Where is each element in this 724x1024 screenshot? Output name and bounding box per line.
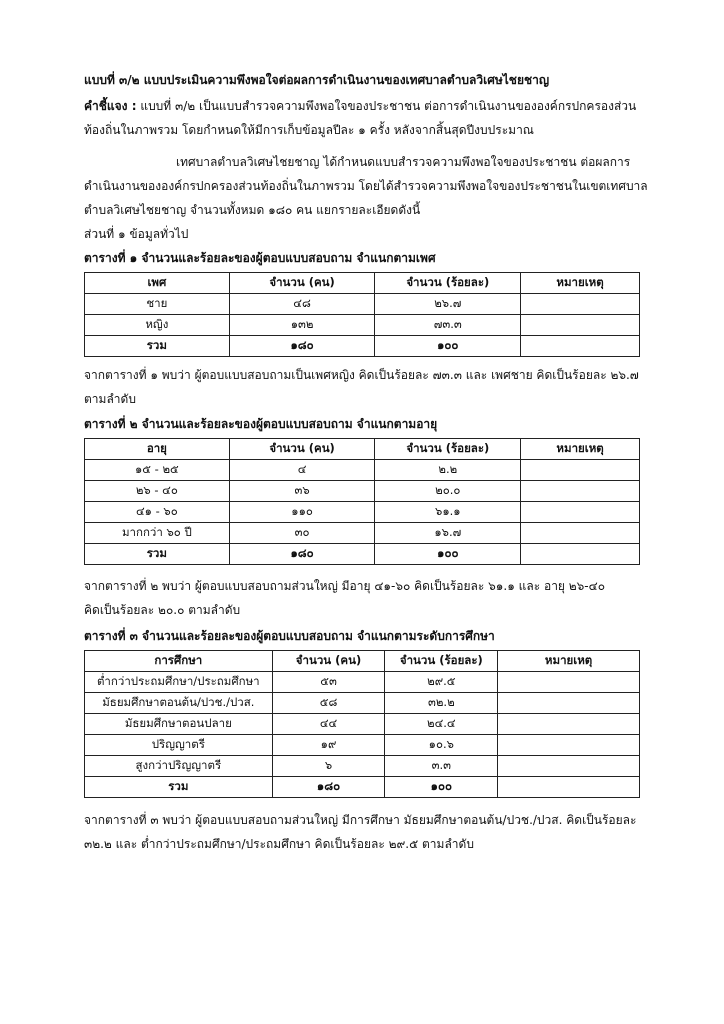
table-cell: รวม: [85, 777, 273, 798]
gender-table: [84, 272, 640, 357]
table3-caption: ตารางที่ ๓ จำนวนและร้อยละของผู้ตอบแบบสอบถาม จำแนกตามระดับการศึกษา: [84, 629, 495, 643]
table-header-row: [85, 651, 640, 672]
table-cell: รวม: [85, 544, 230, 565]
instruction-line-2: ท้องถิ่นในภาพรวม โดยกำหนดให้มีการเก็บข้อมูลปีละ ๑ ครั้ง หลังจากสิ้นสุดปีงบประมาณ: [84, 123, 534, 137]
table-row: [85, 714, 640, 735]
table-cell: ๑๐.๖: [385, 735, 498, 756]
instruction-label: คำชี้แจง :: [84, 99, 137, 113]
table-cell: ๑๕ - ๒๕: [85, 460, 230, 481]
header-cell: การศึกษา: [85, 651, 273, 672]
table-cell: ๒.๒: [375, 460, 521, 481]
header-cell: จำนวน (คน): [272, 651, 385, 672]
paragraph-line-2: ดำเนินงานขององค์กรปกครองส่วนท้องถิ่นในภาพรวม โดยได้สำรวจความพึงพอใจของประชาชนในเขตเทศบาล: [84, 179, 648, 193]
table-cell: มัธยมศึกษาตอนต้น/ปวช./ปวส.: [85, 693, 273, 714]
table-cell: ๔๘: [229, 294, 375, 315]
table-cell: ๒๖ - ๔๐: [85, 481, 230, 502]
table-cell: ๔๔: [272, 714, 385, 735]
table-cell: ๓๐: [229, 523, 375, 544]
table-cell: [498, 735, 640, 756]
paragraph-line-3: ตำบลวิเศษไชยชาญ จำนวนทั้งหมด ๑๘๐ คน แยกรายละเอียดดังนี้: [84, 203, 421, 217]
table3-summary-1: จากตารางที่ ๓ พบว่า ผู้ตอบแบบสอบถามส่วนใหญ่ มีการศึกษา มัธยมศึกษาตอนต้น/ปวช./ปวส. คิดเป็นร้อยละ: [84, 813, 637, 827]
table-cell: [521, 315, 640, 336]
header-cell: จำนวน (ร้อยละ): [375, 439, 521, 460]
table-cell: ๒๐.๐: [375, 481, 521, 502]
table-cell: มากกว่า ๖๐ ปี: [85, 523, 230, 544]
table-row: [85, 294, 640, 315]
table2-summary-2: คิดเป็นร้อยละ ๒๐.๐ ตามลำดับ: [84, 603, 241, 617]
header-cell: อายุ: [85, 439, 230, 460]
table-cell: ๔: [229, 460, 375, 481]
table-cell: ๕๓: [272, 672, 385, 693]
table3-summary-2: ๓๒.๒ และ ต่ำกว่าประถมศึกษา/ประถมศึกษา คิดเป็นร้อยละ ๒๙.๕ ตามลำดับ: [84, 837, 474, 851]
table-cell: [498, 672, 640, 693]
table-row: [85, 693, 640, 714]
header-cell: จำนวน (คน): [229, 273, 375, 294]
table-cell: ๑๙: [272, 735, 385, 756]
table-cell: ๒๙.๕: [385, 672, 498, 693]
table-cell: ปริญญาตรี: [85, 735, 273, 756]
age-table: [84, 438, 640, 565]
table-cell: [521, 523, 640, 544]
document-title: แบบที่ ๓/๒ แบบประเมินความพึงพอใจต่อผลการดำเนินงานของเทศบาลตำบลวิเศษไชยชาญ: [84, 73, 550, 87]
table-row: [85, 460, 640, 481]
table-cell: สูงกว่าปริญญาตรี: [85, 756, 273, 777]
table-cell: [521, 502, 640, 523]
table1-summary-2: ตามลำดับ: [84, 392, 136, 406]
table-cell: [498, 777, 640, 798]
table-cell: ๑๐๐: [385, 777, 498, 798]
table-cell: ต่ำกว่าประถมศึกษา/ประถมศึกษา: [85, 672, 273, 693]
table-row: [85, 756, 640, 777]
header-cell: จำนวน (คน): [229, 439, 375, 460]
table-cell: ๗๓.๓: [375, 315, 521, 336]
table-total-row: [85, 336, 640, 357]
table-cell: ๑๐๐: [375, 336, 521, 357]
table-cell: ๑๘๐: [272, 777, 385, 798]
section-heading: ส่วนที่ ๑ ข้อมูลทั่วไป: [84, 227, 189, 241]
table-cell: ๓๒.๒: [385, 693, 498, 714]
table-cell: ๓.๓: [385, 756, 498, 777]
header-cell: หมายเหตุ: [498, 651, 640, 672]
table-cell: [521, 294, 640, 315]
table-cell: รวม: [85, 336, 230, 357]
instruction-text-1: แบบที่ ๓/๒ เป็นแบบสำรวจความพึงพอใจของประชาชน ต่อการดำเนินงานขององค์กรปกครองส่วน: [136, 99, 637, 113]
table-header-row: [85, 439, 640, 460]
table-cell: [521, 481, 640, 502]
table-row: [85, 481, 640, 502]
table-cell: ๑๓๒: [229, 315, 375, 336]
table-cell: ๔๑ - ๖๐: [85, 502, 230, 523]
table-cell: หญิง: [85, 315, 230, 336]
table2-caption: ตารางที่ ๒ จำนวนและร้อยละของผู้ตอบแบบสอบถาม จำแนกตามอายุ: [84, 417, 438, 431]
header-cell: หมายเหตุ: [521, 439, 640, 460]
table1-summary-1: จากตารางที่ ๑ พบว่า ผู้ตอบแบบสอบถามเป็นเพศหญิง คิดเป็นร้อยละ ๗๓.๓ และ เพศชาย คิดเป็นร้อยละ ๒๖.๗: [84, 368, 639, 382]
table-cell: ๒๔.๔: [385, 714, 498, 735]
table-row: [85, 735, 640, 756]
table-cell: ๑๘๐: [229, 544, 375, 565]
table2-summary-1: จากตารางที่ ๒ พบว่า ผู้ตอบแบบสอบถามส่วนใหญ่ มีอายุ ๔๑-๖๐ คิดเป็นร้อยละ ๖๑.๑ และ อายุ ๒๖-๔๐: [84, 579, 606, 593]
table-cell: ๓๖: [229, 481, 375, 502]
table-row: [85, 523, 640, 544]
header-cell: จำนวน (ร้อยละ): [375, 273, 521, 294]
table-total-row: [85, 544, 640, 565]
table-cell: [498, 756, 640, 777]
education-table: [84, 650, 640, 798]
table-cell: [498, 693, 640, 714]
table-cell: [521, 460, 640, 481]
table-cell: ๑๑๐: [229, 502, 375, 523]
header-cell: เพศ: [85, 273, 230, 294]
table-cell: ๑๐๐: [375, 544, 521, 565]
instruction-line-1: [84, 98, 636, 115]
table-cell: ๖: [272, 756, 385, 777]
table-cell: ๖๑.๑: [375, 502, 521, 523]
table-cell: ๑๘๐: [229, 336, 375, 357]
header-cell: หมายเหตุ: [521, 273, 640, 294]
table-cell: ๑๖.๗: [375, 523, 521, 544]
table-row: [85, 672, 640, 693]
table-cell: ๒๖.๗: [375, 294, 521, 315]
table-total-row: [85, 777, 640, 798]
table-row: [85, 502, 640, 523]
paragraph-line-1: เทศบาลตำบลวิเศษไชยชาญ ได้กำหนดแบบสำรวจความพึงพอใจของประชาชน ต่อผลการ: [176, 155, 631, 169]
header-cell: จำนวน (ร้อยละ): [385, 651, 498, 672]
table-cell: [521, 544, 640, 565]
table-cell: ชาย: [85, 294, 230, 315]
table-row: [85, 315, 640, 336]
table-cell: มัธยมศึกษาตอนปลาย: [85, 714, 273, 735]
table-cell: ๕๘: [272, 693, 385, 714]
table-cell: [521, 336, 640, 357]
table1-caption: ตารางที่ ๑ จำนวนและร้อยละของผู้ตอบแบบสอบถาม จำแนกตามเพศ: [84, 251, 436, 265]
table-header-row: [85, 273, 640, 294]
table-cell: [498, 714, 640, 735]
